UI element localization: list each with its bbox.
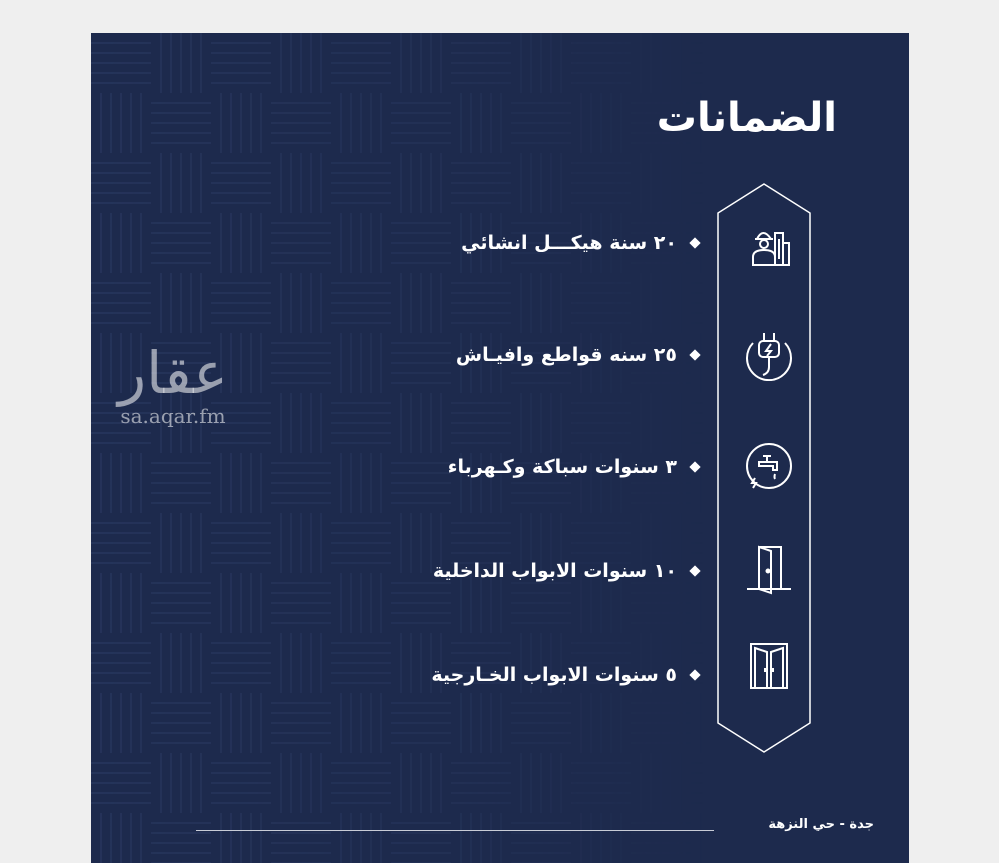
warranty-text: ٣ سنوات سباكة وكـهرباء — [447, 456, 677, 478]
warranty-item — [431, 655, 699, 695]
page-title: الضمانات — [656, 95, 837, 141]
warranty-text: ٢٥ سنه قواطع وافيـاش — [455, 344, 677, 366]
warranty-text: ٥ سنوات الابواب الخـارجية — [431, 664, 677, 686]
warranty-card — [91, 33, 909, 863]
bullet-icon — [689, 565, 700, 576]
footer-divider — [196, 830, 714, 831]
watermark-logo: عقار — [118, 339, 228, 407]
warranty-item — [461, 223, 699, 263]
bullet-icon — [689, 349, 700, 360]
warranty-text: ١٠ سنوات الابواب الداخلية — [432, 560, 677, 582]
location-label: جدة - حي النزهة — [768, 817, 874, 832]
watermark — [98, 338, 248, 428]
warranty-item — [456, 335, 699, 375]
interior-door-icon — [741, 541, 797, 597]
warranty-item — [448, 447, 699, 487]
bullet-icon — [689, 237, 700, 248]
warranty-item — [433, 551, 699, 591]
bullet-icon — [689, 669, 700, 680]
watermark-url: sa.aqar.fm — [120, 404, 226, 428]
bullet-icon — [689, 461, 700, 472]
warranty-text: ٢٠ سنة هيكـــل انشائي — [461, 232, 677, 254]
construction-worker-icon — [741, 215, 797, 271]
electric-plug-icon — [741, 325, 797, 381]
faucet-electricity-icon — [741, 438, 797, 494]
exterior-door-icon — [741, 638, 797, 694]
